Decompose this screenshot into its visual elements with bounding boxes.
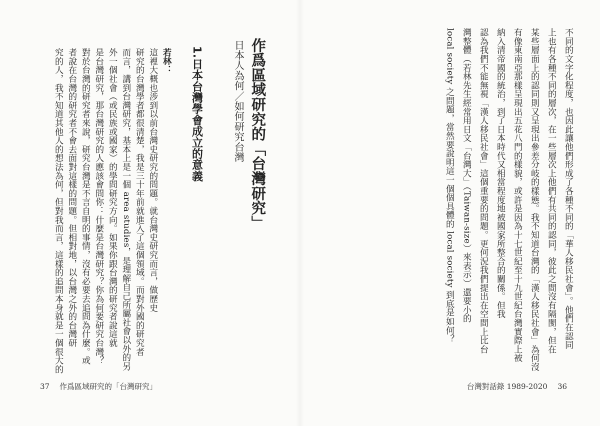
page-number: 37 — [40, 382, 50, 391]
chapter-title: 作爲區域研究的「台灣研究」 — [249, 38, 267, 231]
text-column: 究的人，我不知道其他人的想法為何，但對我而言，這樣的追問本身就是一個很大的 — [53, 48, 64, 374]
text-column: 者說在台灣的研究者不會去面對這樣的問題。但相對地，以台灣之外的台灣研 — [66, 48, 77, 348]
text-column: 某些層面上的認同則又呈現出參差分岐的樣態。我不知道台灣的「漢人移民社會」為何沒 — [529, 28, 540, 372]
text-column: 是台灣研究，那台灣研究的人應該會問你：什麼是台灣研究？你為何要研究台灣？ — [93, 48, 104, 365]
speaker-label: 若林： — [161, 48, 172, 74]
text-column: 這裡大概也涉到以前台灣史研究的問題。就台灣史研究而言，做歷史 — [147, 48, 158, 312]
text-column: 認為我們不能無視「漢人移民社會」這個重要的問題。更何況我們提出在空間上比台 — [478, 28, 489, 354]
text-column: local society 之問題，當然要說明這一個個具體的 local society 到底是如何？ — [444, 28, 455, 344]
text-column: 外一個社會（或民族或國家）的學問研究方向。如果你跟台灣的研究者說這就 — [107, 48, 118, 348]
text-column: 灣整體（若林先生經常用日文「台灣大」（Taiwan-size）來表示）還要小的 — [461, 28, 472, 323]
text-column: 對於台灣的研究者來說，研究台灣是不言自明的事情，沒有必要去追問為什麼。或 — [80, 48, 91, 365]
text-column: 不同的文字化程度，也因此讓他們形成了各種不同的「華人移民社會」。他們在認同 — [563, 28, 574, 350]
chapter-subtitle: 日本人為何／如何研究台灣 — [232, 40, 243, 163]
running-title: 台灣對話錄 1989-2020 — [466, 382, 548, 391]
page-number: 36 — [557, 382, 567, 391]
text-column: 上也有各種不同的層次，在一些層次上他們有共同的認同，彼此之間沒有隔閡，但在 — [546, 28, 557, 354]
text-column: 而言，講到台灣研究，基本上是一個 area studies，是理解自己所屬社會以外的另 — [120, 48, 131, 371]
right-page-footer — [467, 381, 567, 392]
running-title: 作爲區域研究的「台灣研究」 — [59, 382, 158, 391]
section-heading: 1.日本台灣學會成立的意義 — [190, 46, 204, 182]
right-page — [300, 0, 600, 426]
text-column: 研究的台灣學者都很清楚，我是三十年前就進入了這個領域。而對外國的研究者 — [134, 48, 145, 356]
text-column: 納入清帝國的統治，到了日本時代又相當程度地被國家所整合的關係。但我 — [495, 28, 506, 319]
left-page-footer — [40, 381, 157, 392]
text-column: 有像東南亞那樣呈現出五花八門的樣貌，或許是因為十七世紀至十九世紀台灣實際上被 — [512, 28, 523, 363]
